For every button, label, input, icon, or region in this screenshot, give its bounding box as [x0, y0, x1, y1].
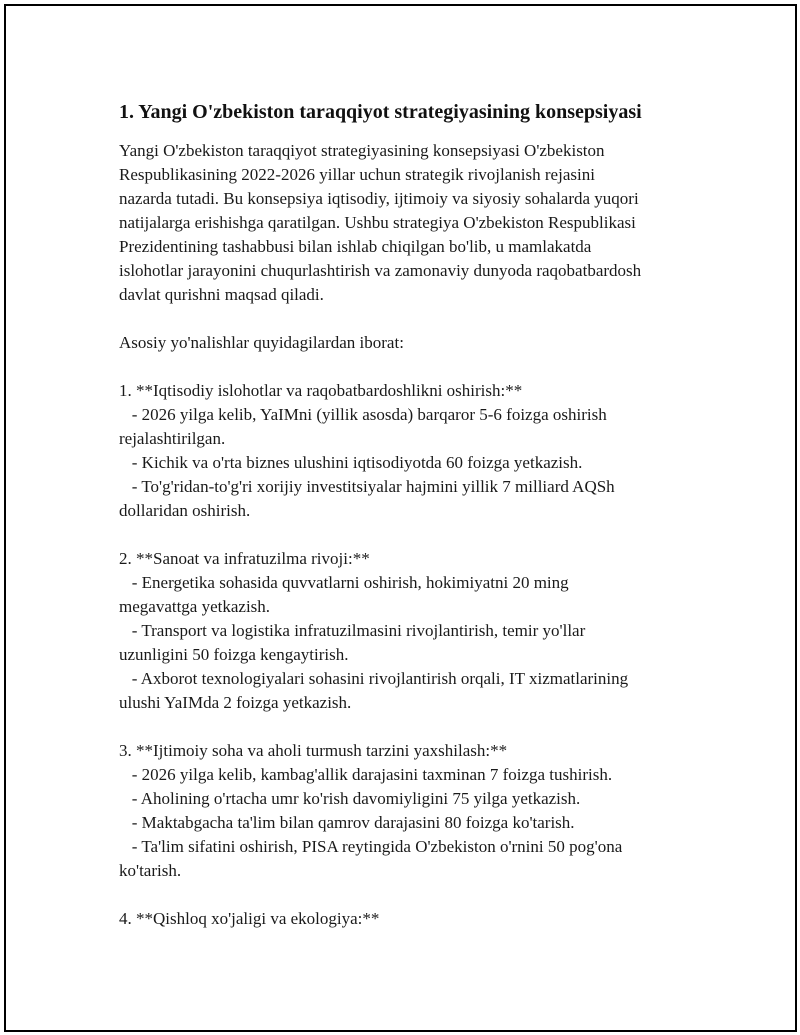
section-agriculture-ecology: [119, 907, 689, 931]
directions-intro: [119, 331, 689, 355]
section-line: uzunligini 50 foizga kengaytirish.: [119, 645, 349, 664]
section-line: - To'g'ridan-to'g'ri xorijiy investitsiyalar hajmini yillik 7 milliard AQSh: [119, 477, 615, 496]
intro-line: nazarda tutadi. Bu konsepsiya iqtisodiy, ijtimoiy va siyosiy sohalarda yuqori: [119, 189, 639, 208]
section-line: - Kichik va o'rta biznes ulushini iqtisodiyotda 60 foizga yetkazish.: [119, 453, 583, 472]
section-social-sphere: [119, 739, 689, 883]
section-line: ko'tarish.: [119, 861, 182, 880]
section-heading: 4. **Qishloq xo'jaligi va ekologiya:**: [119, 909, 380, 928]
section-line: rejalashtirilgan.: [119, 429, 226, 448]
document-title: 1. Yangi O'zbekiston taraqqiyot strategiyasining konsepsiyasi: [119, 101, 642, 123]
section-economic-reforms: [119, 379, 689, 523]
intro-line: Prezidentining tashabbusi bilan ishlab chiqilgan bo'lib, u mamlakatda: [119, 237, 592, 256]
section-line: - Maktabgacha ta'lim bilan qamrov darajasini 80 foizga ko'tarish.: [119, 813, 575, 832]
section-line: - 2026 yilga kelib, YaIMni (yillik asosda) barqaror 5-6 foizga oshirish: [119, 405, 607, 424]
document-content: [119, 99, 689, 955]
document-page: [4, 4, 797, 1032]
section-line: ulushi YaIMda 2 foizga yetkazish.: [119, 693, 352, 712]
section-heading: 1. **Iqtisodiy islohotlar va raqobatbardoshlikni oshirish:**: [119, 381, 523, 400]
section-line: - 2026 yilga kelib, kambag'allik darajasini taxminan 7 foizga tushirish.: [119, 765, 613, 784]
intro-line: davlat qurishni maqsad qiladi.: [119, 285, 324, 304]
section-heading: 3. **Ijtimoiy soha va aholi turmush tarzini yaxshilash:**: [119, 741, 508, 760]
intro-line: Yangi O'zbekiston taraqqiyot strategiyasining konsepsiyasi O'zbekiston: [119, 141, 605, 160]
section-line: megavattga yetkazish.: [119, 597, 271, 616]
intro-line: islohotlar jarayonini chuqurlashtirish va zamonaviy dunyoda raqobatbardosh: [119, 261, 642, 280]
directions-intro-text: Asosiy yo'nalishlar quyidagilardan iborat:: [119, 333, 404, 352]
section-line: dollaridan oshirish.: [119, 501, 251, 520]
section-heading: 2. **Sanoat va infratuzilma rivoji:**: [119, 549, 370, 568]
section-line: - Aholining o'rtacha umr ko'rish davomiyligini 75 yilga yetkazish.: [119, 789, 581, 808]
intro-line: Respublikasining 2022-2026 yillar uchun strategik rivojlanish rejasini: [119, 165, 595, 184]
section-line: - Energetika sohasida quvvatlarni oshirish, hokimiyatni 20 ming: [119, 573, 569, 592]
section-line: - Ta'lim sifatini oshirish, PISA reytingida O'zbekiston o'rnini 50 pog'ona: [119, 837, 623, 856]
intro-line: natijalarga erishishga qaratilgan. Ushbu strategiya O'zbekiston Respublikasi: [119, 213, 636, 232]
section-industry-infrastructure: [119, 547, 689, 715]
section-line: - Transport va logistika infratuzilmasini rivojlantirish, temir yo'llar: [119, 621, 586, 640]
intro-paragraph: [119, 139, 689, 307]
section-line: - Axborot texnologiyalari sohasini rivojlantirish orqali, IT xizmatlarining: [119, 669, 629, 688]
